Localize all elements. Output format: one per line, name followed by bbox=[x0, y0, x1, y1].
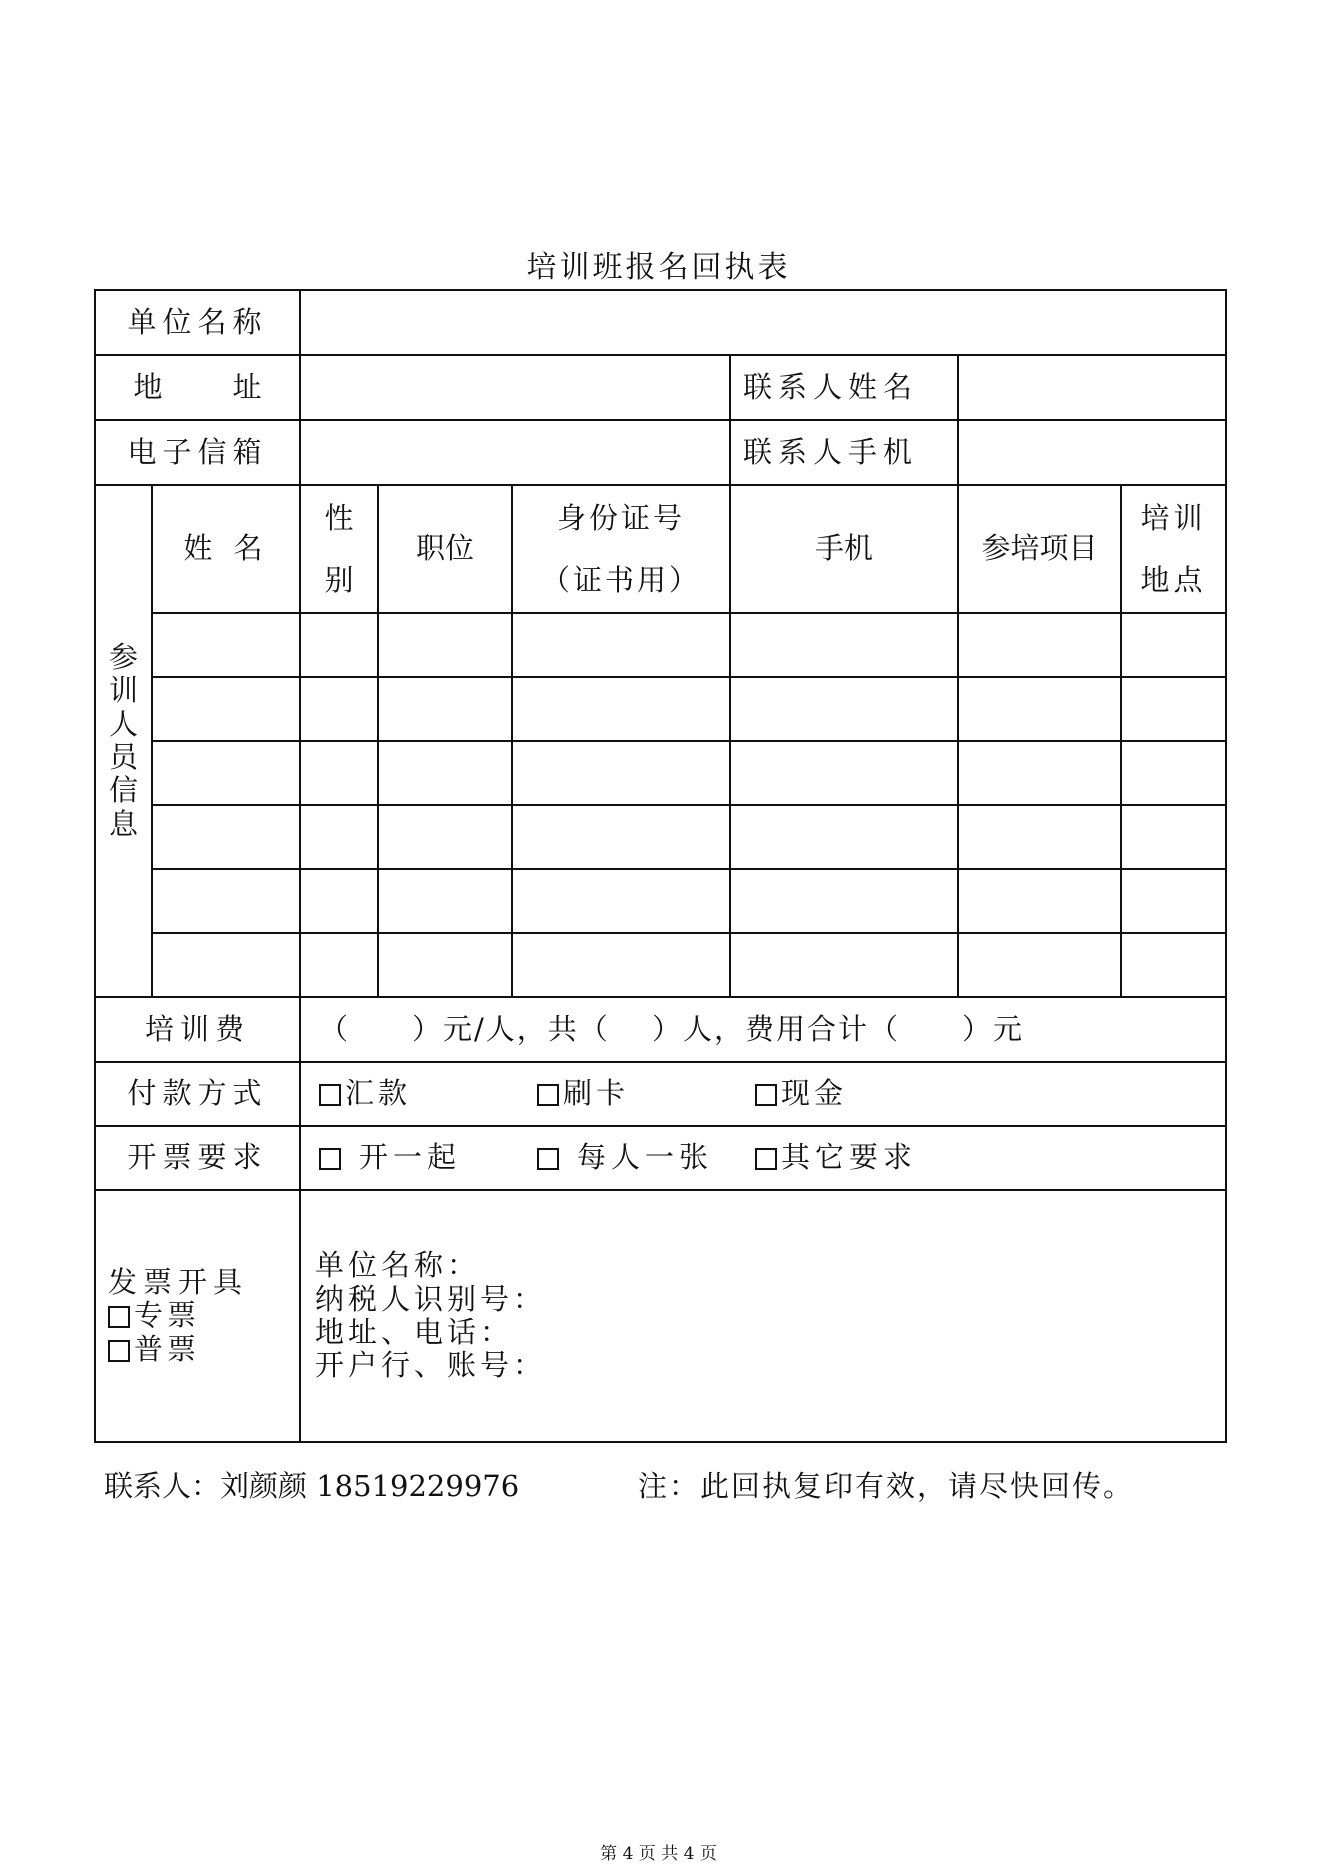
invoice-issue-label: 发票开具 bbox=[108, 1264, 249, 1299]
col-header-location: 培训 地点 bbox=[1121, 485, 1226, 613]
email-field[interactable] bbox=[300, 420, 730, 485]
unit-name-field[interactable] bbox=[300, 290, 1226, 355]
invoice-field-unit-name: 单位名称： bbox=[315, 1248, 481, 1283]
participant-location-cell[interactable] bbox=[1121, 933, 1226, 997]
invoice-issue-row bbox=[95, 1190, 1226, 1442]
contact-name-field[interactable] bbox=[958, 355, 1226, 420]
footer-note: 注：此回执复印有效，请尽快回传。 bbox=[638, 1469, 1135, 1503]
participant-mobile-cell[interactable] bbox=[730, 613, 958, 677]
participants-label: 参 训 人 员 信 息 bbox=[95, 485, 152, 997]
payment-option-card[interactable]: 刷卡 bbox=[537, 1077, 755, 1110]
registration-form bbox=[94, 289, 1227, 1443]
participant-project-cell[interactable] bbox=[958, 869, 1121, 933]
address-row bbox=[95, 355, 1226, 420]
participant-project-cell[interactable] bbox=[958, 805, 1121, 869]
participant-id-cell[interactable] bbox=[512, 869, 730, 933]
checkbox-icon[interactable] bbox=[319, 1148, 341, 1170]
participant-name-cell[interactable] bbox=[152, 869, 300, 933]
participant-id-cell[interactable] bbox=[512, 933, 730, 997]
invoice-issue-cell bbox=[95, 1190, 300, 1442]
invoice-type-special[interactable]: 专票 bbox=[108, 1299, 299, 1332]
participant-row bbox=[95, 933, 1226, 997]
checkbox-icon[interactable] bbox=[755, 1148, 777, 1170]
checkbox-icon[interactable] bbox=[537, 1084, 559, 1106]
participant-name-cell[interactable] bbox=[152, 677, 300, 741]
col-header-name: 姓 名 bbox=[152, 485, 300, 613]
col-header-mobile: 手机 bbox=[730, 485, 958, 613]
address-label: 地 址 bbox=[95, 355, 300, 420]
email-row bbox=[95, 420, 1226, 485]
payment-row bbox=[95, 1062, 1226, 1126]
participant-project-cell[interactable] bbox=[958, 741, 1121, 805]
fee-row bbox=[95, 997, 1226, 1062]
participant-position-cell[interactable] bbox=[378, 805, 512, 869]
participant-gender-cell[interactable] bbox=[300, 933, 378, 997]
participant-gender-cell[interactable] bbox=[300, 677, 378, 741]
participant-location-cell[interactable] bbox=[1121, 805, 1226, 869]
participant-gender-cell[interactable] bbox=[300, 805, 378, 869]
participant-project-cell[interactable] bbox=[958, 613, 1121, 677]
page-title: 培训班报名回执表 bbox=[526, 250, 791, 285]
participant-mobile-cell[interactable] bbox=[730, 933, 958, 997]
participant-gender-cell[interactable] bbox=[300, 613, 378, 677]
payment-label: 付款方式 bbox=[95, 1062, 300, 1126]
checkbox-icon[interactable] bbox=[108, 1340, 130, 1362]
participant-mobile-cell[interactable] bbox=[730, 741, 958, 805]
checkbox-icon[interactable] bbox=[537, 1148, 559, 1170]
col-header-id-number: 身份证号 （证书用） bbox=[512, 485, 730, 613]
col-header-gender: 性 别 bbox=[300, 485, 378, 613]
participant-location-cell[interactable] bbox=[1121, 677, 1226, 741]
participant-position-cell[interactable] bbox=[378, 741, 512, 805]
contact-phone-field[interactable] bbox=[958, 420, 1226, 485]
checkbox-icon[interactable] bbox=[755, 1084, 777, 1106]
invoice-field-bank-account: 开户行、账号： bbox=[315, 1348, 547, 1383]
invoice-field-address-phone: 地址、电话： bbox=[315, 1315, 514, 1349]
participant-row bbox=[95, 613, 1226, 677]
participant-name-cell[interactable] bbox=[152, 933, 300, 997]
address-field[interactable] bbox=[300, 355, 730, 420]
invoice-option-per-person[interactable]: 每人一张 bbox=[537, 1141, 755, 1174]
invoice-option-other[interactable]: 其它要求 bbox=[755, 1141, 917, 1174]
checkbox-icon[interactable] bbox=[319, 1084, 341, 1106]
payment-option-transfer[interactable]: 汇款 bbox=[319, 1077, 537, 1110]
participant-id-cell[interactable] bbox=[512, 805, 730, 869]
invoice-field-tax-id: 纳税人识别号： bbox=[315, 1281, 547, 1316]
checkbox-icon[interactable] bbox=[108, 1306, 130, 1328]
participant-gender-cell[interactable] bbox=[300, 741, 378, 805]
participant-name-cell[interactable] bbox=[152, 805, 300, 869]
fee-label: 培训费 bbox=[95, 997, 300, 1062]
participant-name-cell[interactable] bbox=[152, 741, 300, 805]
participant-row bbox=[95, 741, 1226, 805]
col-header-project: 参培项目 bbox=[958, 485, 1121, 613]
participant-id-cell[interactable] bbox=[512, 677, 730, 741]
participant-id-cell[interactable] bbox=[512, 613, 730, 677]
page-number: 第 4 页 共 4 页 bbox=[600, 1844, 717, 1864]
contact-phone-label: 联系人手机 bbox=[730, 420, 958, 485]
participant-project-cell[interactable] bbox=[958, 677, 1121, 741]
footer-contact: 联系人：刘颜颜 18519229976 bbox=[104, 1469, 520, 1503]
participant-location-cell[interactable] bbox=[1121, 613, 1226, 677]
unit-name-row bbox=[95, 290, 1226, 355]
participant-position-cell[interactable] bbox=[378, 869, 512, 933]
invoice-requirement-label: 开票要求 bbox=[95, 1126, 300, 1190]
fee-text[interactable]: （ ）元/人，共（ ）人，费用合计（ ）元 bbox=[300, 997, 1226, 1062]
payment-option-cash[interactable]: 现金 bbox=[755, 1077, 847, 1110]
participant-mobile-cell[interactable] bbox=[730, 677, 958, 741]
participant-id-cell[interactable] bbox=[512, 741, 730, 805]
participant-location-cell[interactable] bbox=[1121, 869, 1226, 933]
invoice-details-cell[interactable] bbox=[300, 1190, 1226, 1442]
participant-name-cell[interactable] bbox=[152, 613, 300, 677]
participant-row bbox=[95, 805, 1226, 869]
participant-gender-cell[interactable] bbox=[300, 869, 378, 933]
contact-name-label: 联系人姓名 bbox=[730, 355, 958, 420]
participant-position-cell[interactable] bbox=[378, 677, 512, 741]
participant-position-cell[interactable] bbox=[378, 933, 512, 997]
invoice-requirement-options bbox=[300, 1126, 1226, 1190]
participants-header-row bbox=[95, 485, 1226, 613]
participant-location-cell[interactable] bbox=[1121, 741, 1226, 805]
participant-position-cell[interactable] bbox=[378, 613, 512, 677]
participant-row bbox=[95, 869, 1226, 933]
payment-options bbox=[300, 1062, 1226, 1126]
invoice-option-together[interactable]: 开一起 bbox=[319, 1141, 537, 1174]
participant-mobile-cell[interactable] bbox=[730, 805, 958, 869]
invoice-type-general[interactable]: 普票 bbox=[108, 1333, 299, 1366]
col-header-position: 职位 bbox=[378, 485, 512, 613]
email-label: 电子信箱 bbox=[95, 420, 300, 485]
unit-name-label: 单位名称 bbox=[95, 290, 300, 355]
participant-row bbox=[95, 677, 1226, 741]
participant-mobile-cell[interactable] bbox=[730, 869, 958, 933]
invoice-requirement-row bbox=[95, 1126, 1226, 1190]
participant-project-cell[interactable] bbox=[958, 933, 1121, 997]
